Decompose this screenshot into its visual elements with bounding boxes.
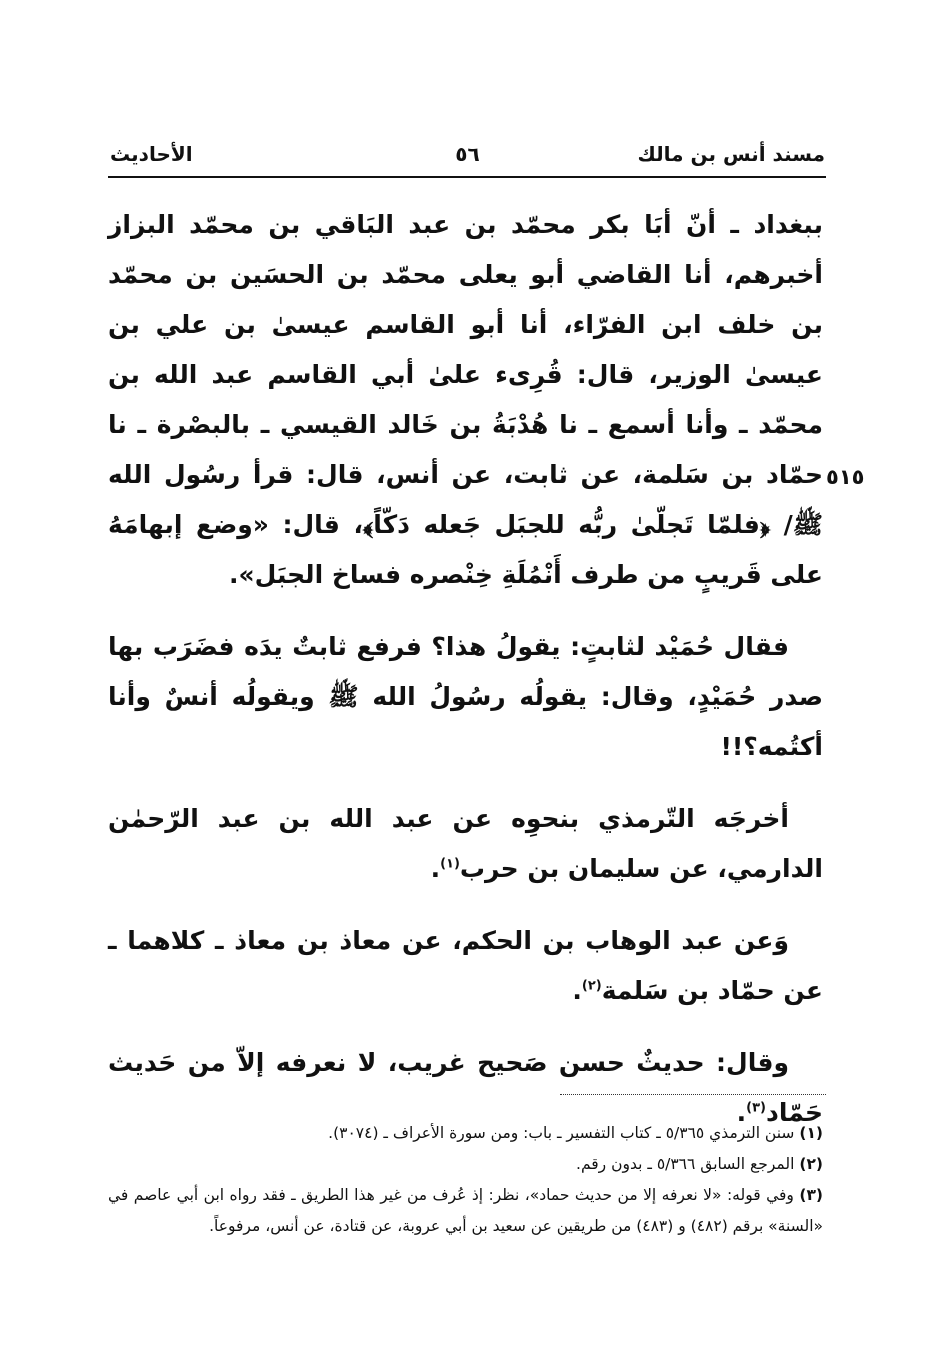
takhrij-2-text: وَعن عبد الوهاب بن الحكم، عن معاذ بن معاذ ـ كلاهما ـ عن حمّاد بن سَلمة xyxy=(108,926,823,1005)
ruling-end: . xyxy=(736,1098,747,1127)
takhrij-paragraph-1 xyxy=(108,794,823,894)
hadith-number: ٥١٥ xyxy=(826,465,865,489)
story-paragraph: فقال حُمَيْد لثابتٍ: يقولُ هذا؟ فرفع ثابتٌ يدَه فضَرَب بها صدر حُمَيْدٍ، وقال: يقولُه رسُولُ الله ﷺ ويقولُه أنسٌ وأنا أكتُمه؟!! xyxy=(108,632,823,761)
footnote-ref-3[interactable]: (٣) xyxy=(746,1100,766,1116)
ruling-text: وقال: حديثٌ حسن صَحيح غريب، لا نعرفه إلاّ من حَديث حَمّاد xyxy=(108,1048,823,1127)
footnote-1 xyxy=(108,1118,823,1149)
footnote-separator xyxy=(560,1094,826,1095)
section-title: الأحاديث xyxy=(110,142,193,166)
isnad-paragraph: ببغداد ـ أنّ أبَا بكر محمّد بن عبد البَاقي بن محمّد البزاز أخبرهم، أنا القاضي أبو يعلى محمّد بن الحسَين بن محمّد بن خلف ابن الفرّاء، أنا أبو القاسم عيسىٰ بن علي بن عيسىٰ الوزير، قال: قُرِىء علىٰ أبي القاسم عبد الله بن محمّد ـ وأنا أسمع ـ نا هُدْبَةُ بن خَالد القيسي ـ بالبصْرة ـ نا حمّاد بن سَلمة، عن ثابت، عن أنس، قال: قرأ رسُول الله ﷺ/ ﴿فلمّا تَجلّىٰ ربُّه للجبَل جَعله دَكّاً﴾، قال: «وضع إبهامَهُ على قَريبٍ من طرف أَنْمُلَةِ خِنْصره فساخ الجبَل». xyxy=(108,210,823,589)
footnote-2 xyxy=(108,1149,823,1180)
footnote-ref-1[interactable]: (١) xyxy=(440,856,460,872)
main-text xyxy=(108,200,823,1138)
page-number: ٥٦ xyxy=(455,142,480,166)
header-rule xyxy=(108,176,826,178)
takhrij-1-text: أخرجَه التّرمذي بنحوِه عن عبد الله بن عبد الرّحمٰن الدارمي، عن سليمان بن حرب xyxy=(108,804,823,883)
takhrij-paragraph-2 xyxy=(108,916,823,1016)
footnote-number: (٣) xyxy=(799,1186,823,1204)
footnote-number: (١) xyxy=(799,1124,823,1142)
takhrij-2-end: . xyxy=(572,976,582,1005)
footnote-text: سنن الترمذي ٥/٣٦٥ ـ كتاب التفسير ـ باب: ومن سورة الأعراف ـ (٣٠٧٤). xyxy=(328,1124,795,1142)
footnote-text: المرجع السابق ٥/٣٦٦ ـ بدون رقم. xyxy=(576,1155,795,1173)
footnote-text: وفي قوله: «لا نعرفه إلا من حديث حماد»، نظر: إذ عُرف من غير هذا الطريق ـ فقد رواه ابن أبي عاصم في «السنة» برقم (٤٨٢) و (٤٨٣) من طريقين عن سعيد بن أبي عروبة، عن قتادة، عن أنس، مرفوعاً. xyxy=(108,1186,823,1235)
footnote-number: (٢) xyxy=(799,1155,823,1173)
book-title: مسند أنس بن مالك xyxy=(637,142,825,166)
footnotes xyxy=(108,1118,823,1242)
footnote-3 xyxy=(108,1180,823,1242)
takhrij-1-end: . xyxy=(430,854,441,883)
footnote-ref-2[interactable]: (٢) xyxy=(581,978,602,994)
running-header xyxy=(110,138,825,174)
